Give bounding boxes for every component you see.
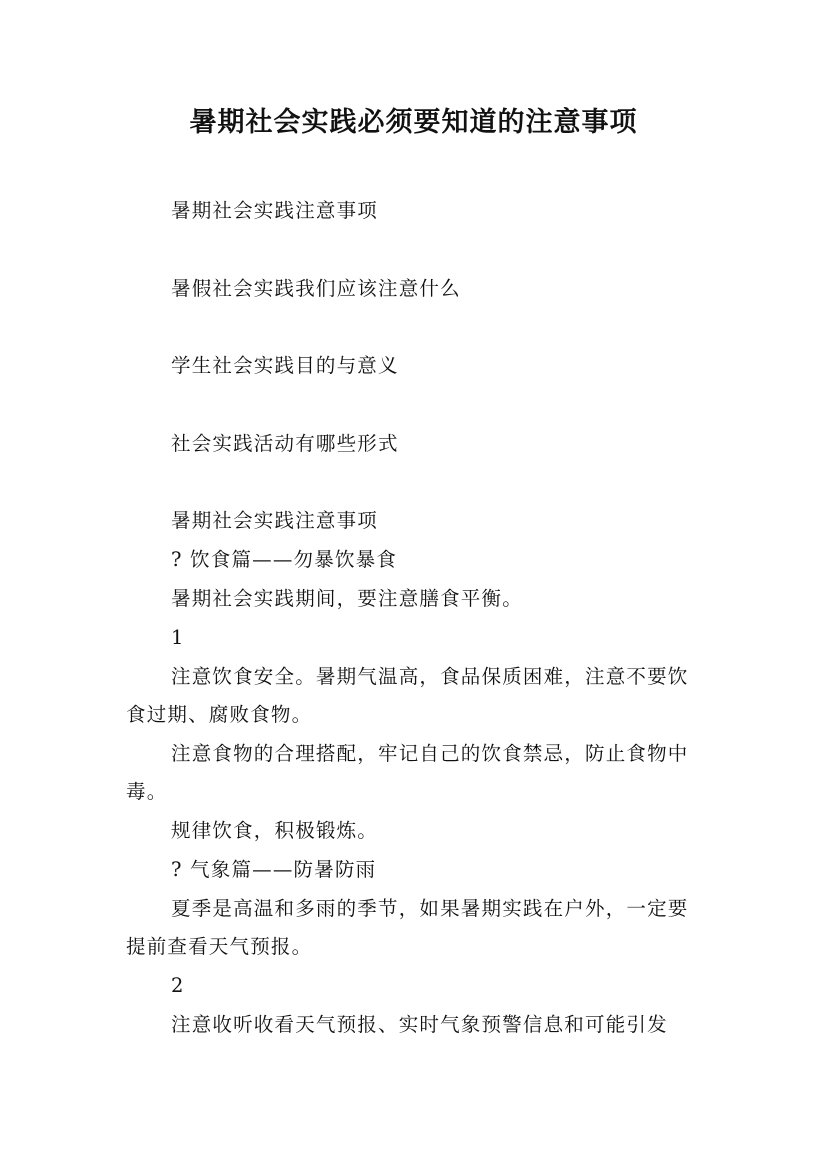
toc-item-1: 暑期社会实践注意事项: [171, 199, 379, 222]
section-heading: 暑期社会实践注意事项: [171, 509, 379, 532]
paragraph: 注意食物的合理搭配，牢记自己的饮食禁忌，防止食物中毒。: [126, 742, 689, 803]
item-number: 1: [171, 626, 185, 649]
paragraph: 暑期社会实践期间，要注意膳食平衡。: [171, 587, 523, 610]
paragraph: 夏季是高温和多雨的季节，如果暑期实践在户外，一定要提前查看天气预报。: [126, 897, 689, 958]
toc-item-4: 社会实践活动有哪些形式: [171, 432, 399, 455]
paragraph: 注意收听收看天气预报、实时气象预警信息和可能引发: [171, 1013, 668, 1036]
document-title: 暑期社会实践必须要知道的注意事项: [189, 107, 638, 138]
paragraph: 注意饮食安全。暑期气温高，食品保质困难，注意不要饮食过期、腐败食物。: [126, 665, 689, 726]
subsection-diet-heading: ? 饮食篇——勿暴饮暴食: [171, 548, 398, 571]
toc-item-3: 学生社会实践目的与意义: [171, 354, 399, 377]
subsection-weather-heading: ? 气象篇——防暑防雨: [171, 858, 377, 881]
paragraph: 规律饮食，积极锻炼。: [171, 819, 379, 842]
item-number: 2: [171, 974, 185, 997]
toc-item-2: 暑假社会实践我们应该注意什么: [171, 277, 461, 300]
